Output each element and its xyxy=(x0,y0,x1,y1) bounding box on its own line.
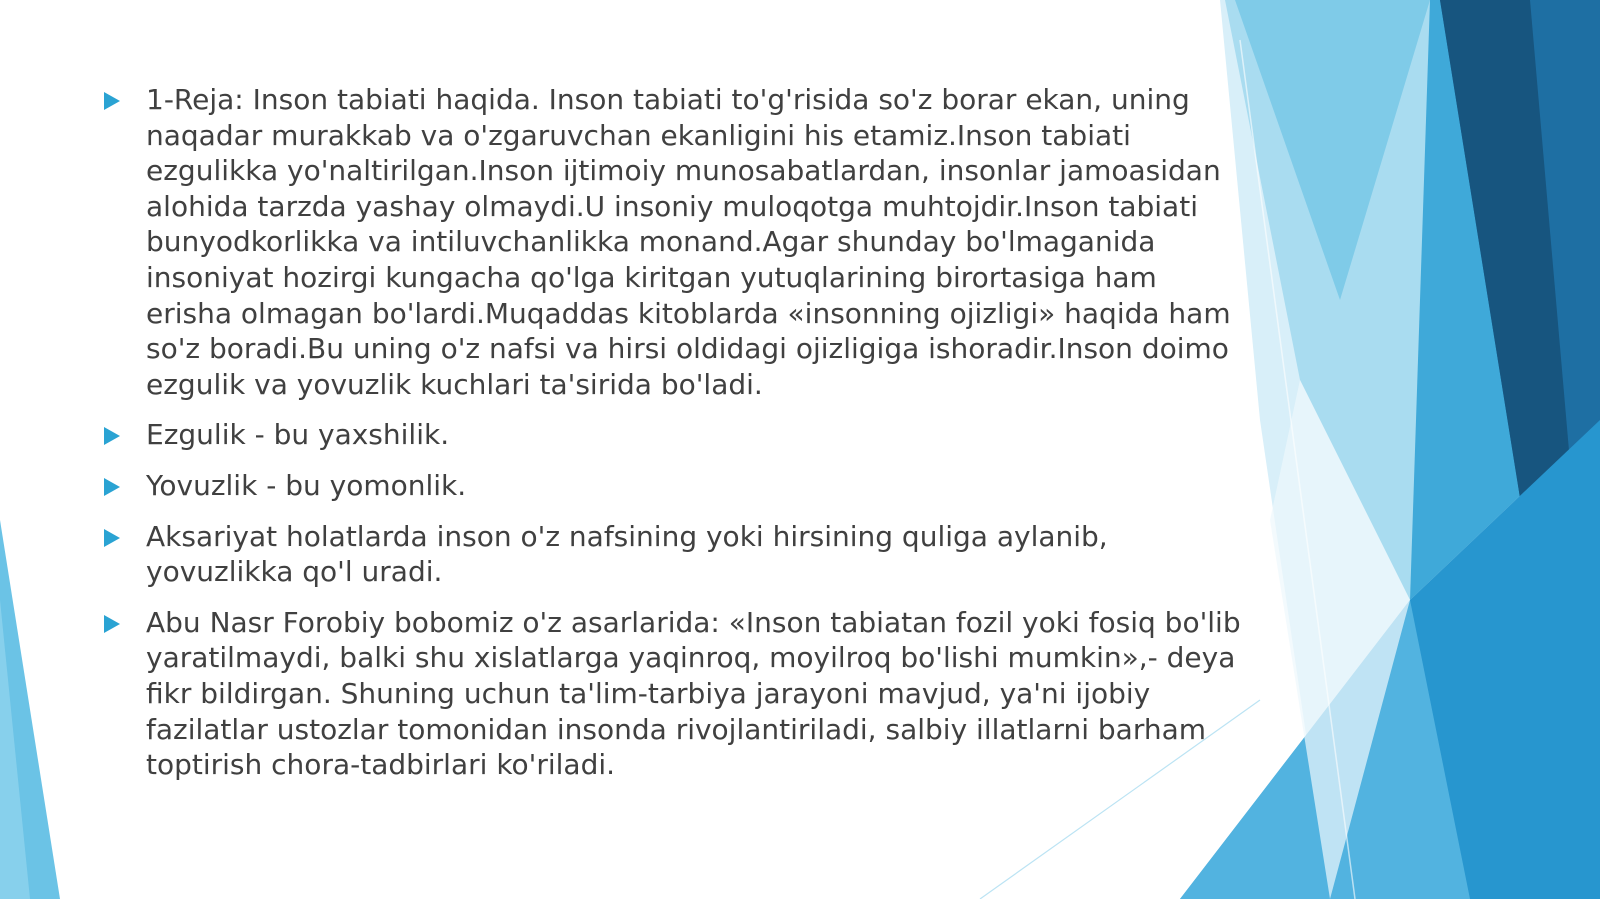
bullet-item-2 xyxy=(100,417,1250,453)
bullet-item-3 xyxy=(100,468,1250,504)
triangle-bullet-icon xyxy=(104,529,120,547)
bullet-list xyxy=(100,82,1250,798)
bullet-item-4 xyxy=(100,519,1250,590)
triangle-bullet-icon xyxy=(104,427,120,445)
bullet-item-5 xyxy=(100,605,1250,783)
bullet-item-1 xyxy=(100,82,1250,402)
triangle-bullet-icon xyxy=(104,478,120,496)
triangle-bullet-icon xyxy=(104,615,120,633)
bullet-text: 1-Reja: Inson tabiati haqida. Inson tabiati to'g'risida so'z borar ekan, uning naqadar murakkab va o'zgaruvchan ekanligini his etamiz.Inson tabiati ezgulikka yo'naltirilgan.Inson ijtimoiy munosabatlardan, insonlar jamoasidan alohida tarzda yashay olmaydi.U insoniy muloqotga muhtojdir.Inson tabiati bunyodkorlikka va intiluvchanlikka monand.Agar shunday bo'lmaganida insoniyat hozirgi kungacha qo'lga kiritgan yutuqlarining birortasiga ham erisha olmagan bo'lardi.Muqaddas kitoblarda «insonning ojizligi» haqida ham so'z boradi.Bu uning o'z nafsi va hirsi oldidagi ojizligiga ishoradir.Inson doimo ezgulik va yovuzlik kuchlari ta'sirida bo'ladi. xyxy=(146,83,1231,401)
bullet-text: Abu Nasr Forobiy bobomiz o'z asarlarida: «Inson tabiatan fozil yoki fosiq bo'lib yaratilmaydi, balki shu xislatlarga yaqinroq, moyilroq bo'lishi mumkin»,- deya fikr bildirgan. Shuning uchun ta'lim-tarbiya jarayoni mavjud, ya'ni ijobiy fazilatlar ustozlar tomonidan insonda rivojlantiriladi, salbiy illatlarni barham toptirish chora-tadbirlari ko'riladi. xyxy=(146,605,1241,782)
bullet-text: Yovuzlik - bu yomonlik. xyxy=(146,468,467,502)
triangle-bullet-icon xyxy=(104,92,120,110)
bullet-text: Ezgulik - bu yaxshilik. xyxy=(146,418,450,452)
bullet-text: Aksariyat holatlarda inson o'z nafsining yoki hirsining quliga aylanib, yovuzlikka qo'l uradi. xyxy=(146,519,1108,589)
